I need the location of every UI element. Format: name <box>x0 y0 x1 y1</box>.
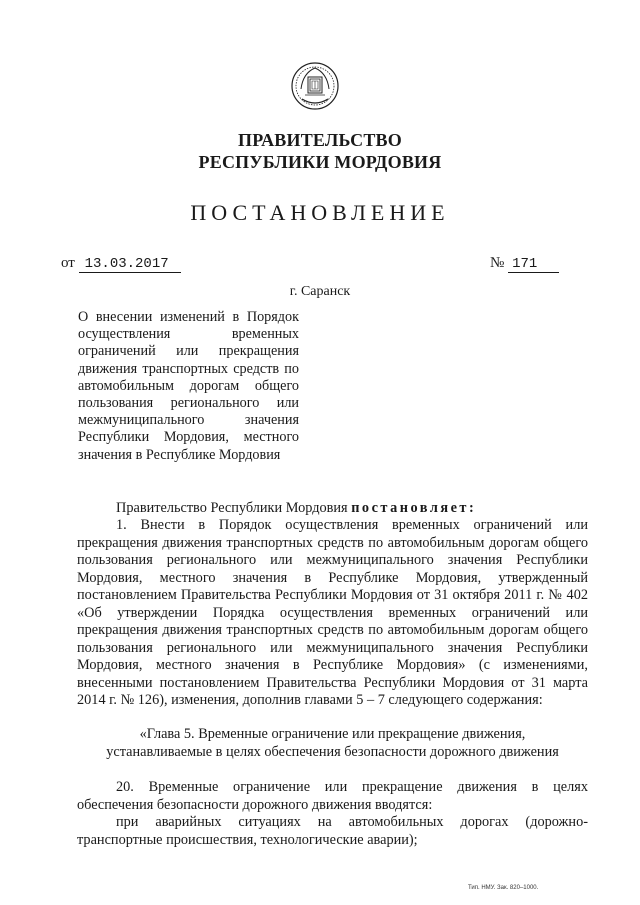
from-label: от <box>61 255 75 271</box>
date-block <box>61 255 181 273</box>
preamble-verb: постановляет: <box>351 500 477 516</box>
org-name-line1: ПРАВИТЕЛЬСТВО <box>238 130 402 150</box>
org-name-line2: РЕСПУБЛИКИ МОРДОВИЯ <box>198 152 442 172</box>
preamble-prefix: Правительство Республики Мордовия <box>116 500 348 516</box>
item-1-paragraph: 1. Внести в Порядок осуществления временных ограничений или прекращения движения транспортных средств по автомобильным дорогам общего пользования регионального или межмуниципального значения Республики Мордовия, местного значения в Республике Мордовия, утвержденный постановлением Правительства Республики Мордовия от 31 октября 2011 г. № 402 «Об утверждении Порядка осуществления временных ограничений или прекращения движения транспортных средств по автомобильным дорогам общего пользования регионального или межмуниципального значения Республики Мордовия, местного значения в Республике Мордовия» (с изменениями, внесенными постановлением Правительства Республики Мордовия от 31 марта 2014 г. № 126), изменения, дополнив главами 5 – 7 следующего содержания: <box>77 517 588 708</box>
document-date: 13.03.2017 <box>79 256 181 273</box>
chapter-5-title-line1: «Глава 5. Временные ограничение или прекращение движения, <box>139 726 526 742</box>
city-line: г. Саранск <box>289 284 351 299</box>
print-footer: Тип. НМУ. Зак. 820–1000. <box>468 885 539 891</box>
coat-of-arms-emblem <box>289 59 341 111</box>
preamble <box>77 500 588 518</box>
document-subject: О внесении изменений в Порядок осуществления временных ограничений или прекращения движения транспортных средств по автомобильным дорогам общего пользования регионального или межмуниципального значения Республики Мордовия, местного значения в Республике Мордовия <box>78 309 299 463</box>
number-block <box>490 255 559 273</box>
document-number: 171 <box>508 256 559 273</box>
document-type-title: ПОСТАНОВЛЕНИЕ <box>190 200 450 225</box>
chapter-5-title-line2: устанавливаемые в целях обеспечения безопасности дорожного движения <box>106 744 559 760</box>
item-20-paragraph: 20. Временные ограничение или прекращение движения в целях обеспечения безопасности дорожного движения вводятся: <box>77 779 588 813</box>
item-20-subitem: при аварийных ситуациях на автомобильных дорогах (дорожно-транспортные происшествия, технологические аварии); <box>77 814 588 848</box>
number-label: № <box>490 255 505 271</box>
